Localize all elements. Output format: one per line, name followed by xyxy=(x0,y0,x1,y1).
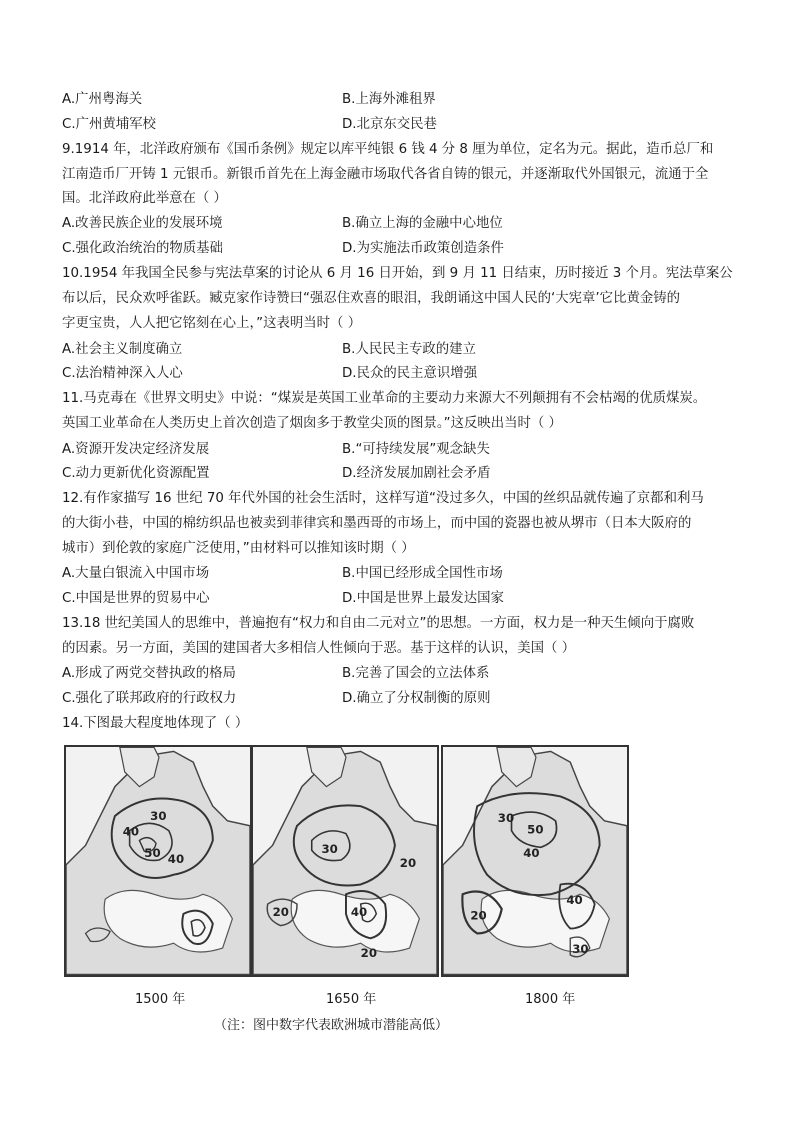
map-1500 xyxy=(64,745,252,977)
q11-option-d: D.经济发展加剧社会矛盾 xyxy=(342,466,491,481)
map-1800-figure xyxy=(443,747,627,975)
map-1800-label-3: 40 xyxy=(523,846,540,861)
map-1650-label-5: 20 xyxy=(360,945,378,960)
q12-option-a: A.大量白银流入中国市场 xyxy=(62,566,210,581)
q13-option-d: D.确立了分权制衡的原则 xyxy=(342,691,491,706)
q9-option-d: D.为实施法币政策创造条件 xyxy=(342,241,504,256)
q8-option-b: B.上海外滩租界 xyxy=(342,92,436,107)
q13-option-c: C.强化了联邦政府的行政权力 xyxy=(62,691,237,706)
q8-option-d: D.北京东交民巷 xyxy=(342,117,437,132)
map-1500-figure xyxy=(66,747,250,975)
q12-option-c: C.中国是世界的贸易中心 xyxy=(62,591,210,606)
map-1650-label-1: 20 xyxy=(399,855,417,870)
map-1500-caption: 1500 年 xyxy=(135,992,186,1007)
map-1800-label-1: 30 xyxy=(497,810,515,825)
q12-option-b: B.中国已经形成全国性市场 xyxy=(342,566,503,581)
q10-option-a: A.社会主义制度确立 xyxy=(62,342,183,357)
q10-stem-line-3: 字更宝贵，人人把它铭刻在心上，”这表明当时（ ） xyxy=(62,316,362,331)
map-1800-label-5: 40 xyxy=(566,893,583,908)
q9-option-a: A.改善民族企业的发展环境 xyxy=(62,216,223,231)
map-1650-figure xyxy=(253,747,437,975)
q9-stem-line-2: 江南造币厂开铸 1 元银币。新银币首先在上海金融市场取代各省自铸的银元，并逐渐取代外国银元，流通于全 xyxy=(62,167,709,182)
q13-stem-line-2: 的因素。另一方面，美国的建国者大多相信人性倾向于恶。基于这样的认识，美国（ ） xyxy=(62,641,576,656)
q13-option-b: B.完善了国会的立法体系 xyxy=(342,666,490,681)
map-1650-label-2: 30 xyxy=(321,842,338,857)
map-1650 xyxy=(251,745,439,977)
q12-option-d: D.中国是世界上最发达国家 xyxy=(342,591,504,606)
q10-option-d: D.民众的民主意识增强 xyxy=(342,366,478,381)
map-1800 xyxy=(441,745,629,977)
q12-stem-line-3: 城市）到伦敦的家庭广泛使用，”由材料可以推知该时期（ ） xyxy=(62,541,415,556)
q8-option-a: A.广州粤海关 xyxy=(62,92,143,107)
q14-stem: 14.下图最大程度地体现了（ ） xyxy=(62,716,249,731)
map-1800-label-4: 20 xyxy=(470,908,487,923)
map-1500-label-1: 30 xyxy=(150,808,167,823)
q13-option-a: A.形成了两党交替执政的格局 xyxy=(62,666,236,681)
map-1800-caption: 1800 年 xyxy=(525,992,576,1007)
q13-stem-line-1: 13.18 世纪美国人的思维中，普遍抱有“权力和自由二元对立”的思想。一方面，权力是一种天生倾向于腐败 xyxy=(62,616,695,631)
map-1500-label-2: 40 xyxy=(167,851,185,866)
q8-option-c: C.广州黄埔军校 xyxy=(62,117,156,132)
q9-stem-line-3: 国。北洋政府此举意在（ ） xyxy=(62,191,227,206)
map-1500-label-4: 40 xyxy=(122,824,140,839)
q10-stem-line-2: 布以后，民众欢呼雀跃。臧克家作诗赞曰“强忍住欢喜的眼泪，我朗诵这中国人民的‘大宪章’它比黄金铸的 xyxy=(62,291,681,306)
map-1650-label-3: 40 xyxy=(350,904,368,919)
map-1500-label-3: 50 xyxy=(144,846,161,861)
q9-option-c: C.强化政治统治的物质基础 xyxy=(62,241,223,256)
map-note: （注：图中数字代表欧洲城市潜能高低） xyxy=(214,1018,449,1033)
q11-option-c: C.动力更新优化资源配置 xyxy=(62,466,210,481)
q11-option-b: B.“可持续发展”观念缺失 xyxy=(342,442,490,457)
q10-option-c: C.法治精神深入人心 xyxy=(62,366,183,381)
map-1800-label-2: 50 xyxy=(527,822,544,837)
q11-stem-line-1: 11.马克毒在《世界文明史》中说：“煤炭是英国工业革命的主要动力来源大不列颠拥有不会枯竭的优质煤炭。 xyxy=(62,391,707,406)
map-1650-label-4: 20 xyxy=(272,904,289,919)
map-1800-label-6: 30 xyxy=(572,942,589,956)
q9-stem-line-1: 9.1914 年，北洋政府颁布《国币条例》规定以库平纯银 6 钱 4 分 8 厘为单位，定名为元。据此，造币总厂和 xyxy=(62,142,714,157)
q10-stem-line-1: 10.1954 年我国全民参与宪法草案的讨论从 6 月 16 日开始，到 9 月 11 日结束，历时接近 3 个月。宪法草案公 xyxy=(62,266,733,281)
q12-stem-line-2: 的大街小巷，中国的棉纺织品也被卖到菲律宾和墨西哥的市场上，而中国的瓷器也被从堺市（日本大阪府的 xyxy=(62,516,692,531)
q11-stem-line-2: 英国工业革命在人类历史上首次创造了烟囱多于教堂尖顶的图景。”这反映出当时（ ） xyxy=(62,416,562,431)
q9-option-b: B.确立上海的金融中心地位 xyxy=(342,216,503,231)
q11-option-a: A.资源开发决定经济发展 xyxy=(62,442,210,457)
map-1650-caption: 1650 年 xyxy=(326,992,377,1007)
q10-option-b: B.人民民主专政的建立 xyxy=(342,342,476,357)
q12-stem-line-1: 12.有作家描写 16 世纪 70 年代外国的社会生活时，这样写道“没过多久，中国的丝织品就传遍了京都和利马 xyxy=(62,491,704,506)
